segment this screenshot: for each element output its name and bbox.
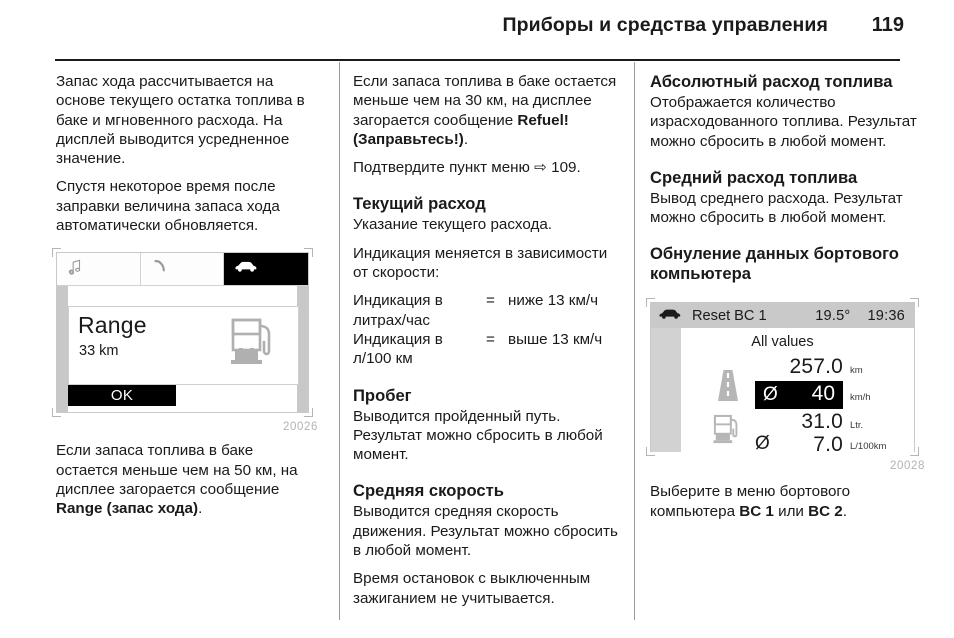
bc-value-row-highlighted [755,381,871,409]
bc-unit: Ltr. [850,420,864,432]
definition-equals: = [486,292,495,310]
emphasis-text: Range (запас хода) [56,500,199,518]
clock-readout: 19:36 [867,307,905,324]
definition-list [353,291,620,368]
display-title: Reset BC 1 [692,307,767,324]
display-title-bar [651,303,914,328]
car-icon [235,260,257,278]
paragraph-text: Выберите в меню бортового компьютера [650,483,851,520]
display-subtitle: All values [751,334,814,351]
definition-value: ниже 13 км/ч [508,292,599,310]
paragraph-text: Если запаса топлива в баке остается меньше чем на 50 км, на дисплее загорается сообщение [56,442,298,498]
figure-reset-bc-display [650,302,925,472]
bc-value-row [755,433,886,457]
page-number: 119 [871,14,904,36]
definition-row [353,291,620,310]
paragraph: Спустя некоторое время после заправки величина запаса хода автоматически обновляется. [56,178,280,235]
paragraph-text: или [773,502,809,520]
fuel-pump-icon [230,317,280,374]
section-heading-trip-distance: Пробег [353,385,412,405]
emphasis-text: BC 1 [739,502,774,520]
paragraph-text: . [198,500,203,518]
fuel-pump-icon [713,414,743,450]
reference-page: 109. [551,159,581,177]
paragraph: Вывод среднего расхода. Результат можно сбросить в любой момент. [650,189,903,227]
paragraph-text: Подтвердите пункт меню [353,159,535,177]
text-column-2 [353,72,620,617]
figure-frame [650,302,915,457]
music-note-icon [68,259,82,280]
paragraph: Выводится пройденный путь. Результат можно сбросить в любой момент. [353,407,603,464]
paragraph: Отображается количество израсходованного топлива. Результат можно сбросить в любой момент. [650,94,917,150]
emphasis-text: Refuel! (Заправьтесь!) [353,111,569,148]
reference-arrow-icon: ⇨ [534,159,547,177]
figure-id: 20028 [890,460,925,473]
paragraph-text: . [842,502,847,520]
range-label: Range [78,312,147,339]
display-tab-bar [57,253,308,286]
average-symbol: Ø [763,384,778,406]
ok-button: OK [68,385,176,406]
paragraph [56,441,318,518]
average-symbol: Ø [755,433,770,455]
page-header [52,14,904,37]
section-heading-current-consumption: Текущий расход [353,194,486,214]
column-divider-1 [339,62,340,620]
display-left-gutter [57,286,68,412]
emphasis-text: BC 2 [808,502,843,520]
definition-term-continuation: литрах/час [353,311,430,329]
paragraph-cross-reference [353,158,620,177]
paragraph: Индикация меняется в зависимости от скорости: [353,244,608,282]
section-heading-reset-bc: Обнуление данных бортового компьютера [650,244,899,284]
bc-unit: km/h [850,392,871,404]
bc-value: 31.0 [801,410,843,434]
column-divider-2 [634,62,635,620]
figure-id: 20026 [283,421,318,434]
bc-unit: km [850,365,863,377]
paragraph-text: Если запаса топлива в баке остается меньше чем на 30 км, на дисплее загорается сообщение [353,73,617,129]
definition-term: Индикация в [353,330,443,348]
range-value: 33 km [79,343,119,360]
text-column-3 [650,72,925,530]
text-column-1 [56,72,318,528]
temperature-readout: 19.5° [815,307,851,324]
bc-value-row [755,355,863,379]
paragraph [650,482,925,521]
display-body [651,328,914,457]
figure-frame [56,252,309,413]
section-heading-average-speed: Средняя скорость [353,481,504,501]
section-heading-absolute-consumption: Абсолютный расход топлива [650,72,893,91]
range-panel [68,306,299,385]
bc-value-group [755,433,843,457]
bc-value-row [755,410,863,434]
section-heading-average-consumption: Средний расход топлива [650,167,858,187]
car-icon [659,308,681,324]
bc-value: 257.0 [789,355,843,379]
definition-equals: = [486,330,495,348]
display-body [57,286,308,412]
tab-vehicle [224,253,308,285]
paragraph: Выводится средняя скорость движения. Результат можно сбросить в любой момент. [353,503,618,560]
definition-term-continuation: л/100 км [353,350,413,368]
definition-value: выше 13 км/ч [508,330,603,348]
bc-unit: L/100km [850,441,887,453]
definition-term: Индикация в [353,292,443,310]
bc-value: 40 [811,382,835,406]
figure-range-display [56,252,318,433]
road-icon [713,370,743,406]
header-divider [55,59,900,61]
bc-highlight [755,381,843,409]
tab-audio [57,253,141,285]
paragraph [353,72,620,149]
paragraph-text: . [463,130,469,148]
phone-handset-icon [152,259,168,280]
bc-value: 7.0 [813,433,843,457]
header-title: Приборы и средства управления [502,14,828,36]
paragraph: Указание текущего расхода. [353,216,553,234]
tab-phone [141,253,225,285]
definition-row [353,330,620,349]
paragraph: Время остановок с выключенным зажиганием не учитывается. [353,570,591,607]
paragraph: Запас хода рассчитывается на основе текущего остатка топлива в баке и мгновенного расхода. На дисплей выводится усредненное значение. [56,73,305,168]
